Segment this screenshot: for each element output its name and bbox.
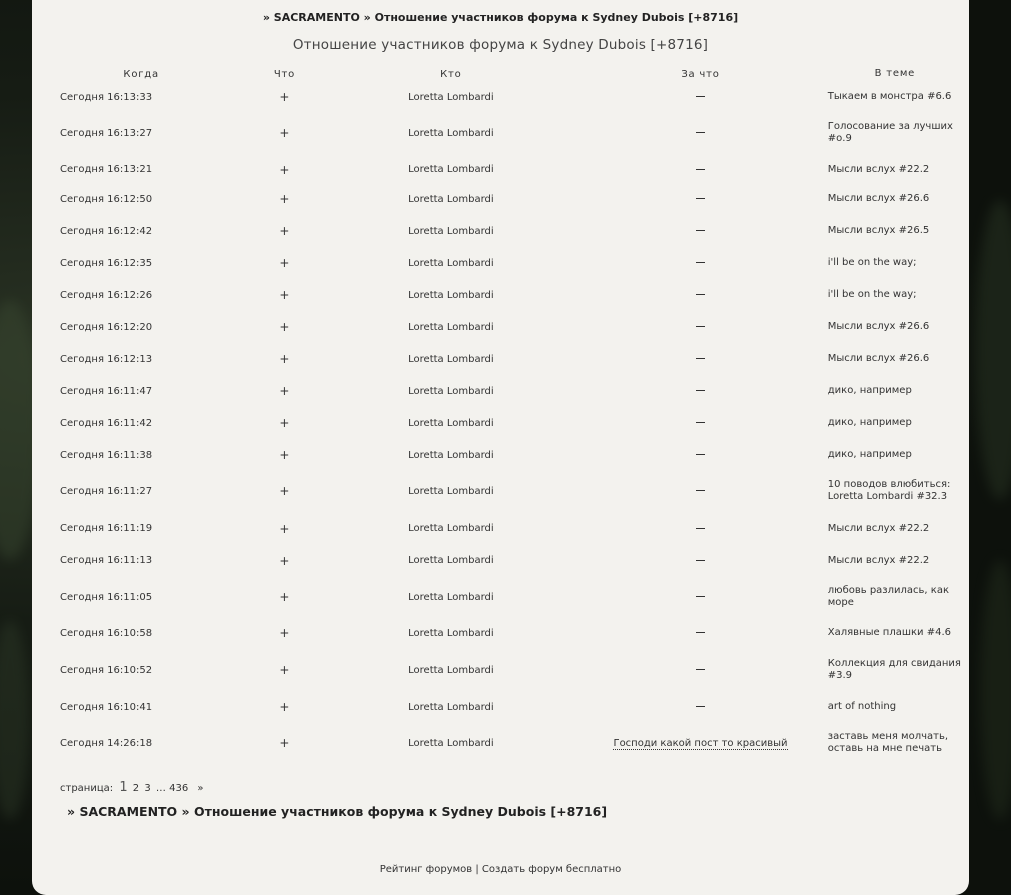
table-row (42, 575, 962, 619)
table-row (42, 156, 962, 183)
cell-who (329, 439, 574, 471)
cell-who (329, 311, 574, 343)
no-reason-dash-icon (696, 294, 705, 295)
no-reason-dash-icon (696, 262, 705, 263)
user-link[interactable]: Loretta Lombardi (408, 353, 494, 365)
header-when: Когда (123, 68, 159, 80)
topic-link[interactable]: дико, например (827, 449, 912, 460)
table-row (42, 247, 962, 279)
user-link[interactable]: Loretta Lombardi (408, 417, 494, 429)
table-row (42, 407, 962, 439)
cell-why (573, 619, 828, 647)
user-link[interactable]: Loretta Lombardi (408, 91, 494, 103)
cell-when: Сегодня 16:11:13 (60, 555, 153, 566)
user-link[interactable]: Loretta Lombardi (408, 385, 494, 397)
topic-link[interactable]: дико, например (827, 385, 912, 396)
cell-topic (828, 156, 962, 183)
cell-topic (828, 215, 962, 247)
cell-who (329, 471, 574, 511)
cell-what: + (279, 224, 290, 238)
cell-who (329, 721, 574, 765)
cell-topic (828, 183, 962, 215)
breadcrumb-separator: » (181, 804, 190, 819)
cell-who (329, 619, 574, 647)
cell-what: + (279, 90, 290, 104)
cell-what: + (279, 384, 290, 398)
cell-topic (828, 546, 962, 575)
cell-topic (828, 279, 962, 311)
cell-when: Сегодня 14:26:18 (60, 737, 153, 749)
cell-when: Сегодня 16:13:27 (60, 127, 153, 139)
user-link[interactable]: Loretta Lombardi (408, 627, 494, 639)
cell-what: + (279, 448, 290, 462)
pagination-last-page-link[interactable]: 436 (169, 783, 189, 794)
cell-why (573, 721, 828, 765)
table-row (42, 619, 962, 647)
cell-why (573, 693, 828, 721)
topic-link[interactable]: Мысли вслух #22.2 (827, 522, 930, 534)
cell-why (573, 343, 828, 375)
cell-what: + (279, 626, 290, 640)
cell-when: Сегодня 16:11:27 (60, 485, 153, 497)
topic-link[interactable]: заставь меня молчать, оставь на мне печать (827, 731, 949, 754)
cell-why (573, 546, 828, 575)
cell-what: + (279, 320, 290, 334)
cell-why (573, 575, 828, 619)
cell-topic (828, 721, 962, 765)
table-row (42, 439, 962, 471)
cell-what: + (279, 484, 290, 498)
cell-topic (828, 375, 962, 407)
cell-topic (828, 619, 962, 647)
cell-why (573, 215, 828, 247)
cell-who (329, 647, 574, 693)
no-reason-dash-icon (696, 132, 705, 133)
cell-when: Сегодня 16:11:47 (60, 385, 153, 397)
cell-when: Сегодня 16:11:38 (60, 449, 153, 461)
no-reason-dash-icon (696, 230, 705, 231)
cell-when: Сегодня 16:12:20 (60, 321, 153, 333)
cell-topic (828, 247, 962, 279)
topic-link[interactable]: Мысли вслух #26.6 (827, 321, 930, 332)
cell-topic (828, 511, 962, 546)
topic-link[interactable]: art of nothing (827, 701, 897, 712)
table-row (42, 311, 962, 343)
table-row (42, 511, 962, 546)
cell-when: Сегодня 16:12:13 (60, 353, 153, 365)
no-reason-dash-icon (696, 706, 705, 707)
cell-why (573, 407, 828, 439)
cell-why (573, 156, 828, 183)
cell-what: + (279, 700, 290, 714)
background-foliage (980, 560, 1011, 820)
no-reason-dash-icon (696, 632, 705, 633)
no-reason-dash-icon (696, 169, 705, 170)
cell-who (329, 183, 574, 215)
topic-link[interactable]: 10 поводов влюбиться: Loretta Lombardi #32.3 (827, 479, 951, 502)
user-link[interactable]: Loretta Lombardi (408, 225, 494, 237)
user-link[interactable]: Loretta Lombardi (408, 289, 494, 301)
no-reason-dash-icon (696, 454, 705, 455)
topic-link[interactable]: Мысли вслух #26.6 (827, 193, 930, 204)
user-link[interactable]: Loretta Lombardi (408, 555, 494, 566)
cell-who (329, 279, 574, 311)
cell-why (573, 647, 828, 693)
cell-who (329, 84, 574, 110)
header-what: Что (273, 68, 296, 80)
user-link[interactable]: Loretta Lombardi (408, 164, 494, 175)
cell-who (329, 693, 574, 721)
no-reason-dash-icon (696, 560, 705, 561)
pagination-current-page: 1 (119, 780, 128, 795)
table-row (42, 693, 962, 721)
no-reason-dash-icon (696, 326, 705, 327)
user-link[interactable]: Loretta Lombardi (408, 664, 494, 676)
cell-who (329, 215, 574, 247)
cell-when: Сегодня 16:12:50 (60, 193, 153, 205)
no-reason-dash-icon (696, 490, 705, 491)
forum-rating-link[interactable]: Рейтинг форумов (379, 864, 473, 875)
user-link[interactable]: Loretta Lombardi (408, 701, 494, 713)
table-row (42, 110, 962, 156)
user-link[interactable]: Loretta Lombardi (408, 257, 494, 269)
cell-what: + (279, 288, 290, 302)
cell-why (573, 439, 828, 471)
cell-when: Сегодня 16:13:33 (60, 91, 153, 103)
cell-when: Сегодня 16:12:26 (60, 289, 153, 301)
no-reason-dash-icon (696, 358, 705, 359)
cell-when: Сегодня 16:10:58 (60, 627, 153, 639)
cell-why (573, 183, 828, 215)
cell-why (573, 84, 828, 110)
cell-what: + (279, 590, 290, 604)
table-header-row (42, 64, 962, 84)
cell-why (573, 311, 828, 343)
page-title: Отношение участников форума к Sydney Dubois [+8716] (292, 37, 709, 53)
cell-who (329, 575, 574, 619)
cell-who (329, 156, 574, 183)
no-reason-dash-icon (696, 596, 705, 597)
topic-link[interactable]: Мысли вслух #22.2 (827, 554, 930, 566)
cell-topic (828, 407, 962, 439)
pagination-page-link[interactable]: 3 (144, 783, 151, 794)
header-who: Кто (440, 68, 462, 80)
breadcrumb-separator: » (262, 11, 270, 24)
cell-what: + (279, 736, 290, 750)
no-reason-dash-icon (696, 669, 705, 670)
cell-why (573, 471, 828, 511)
pagination-page-link[interactable]: 2 (132, 783, 140, 794)
user-link[interactable]: Loretta Lombardi (408, 193, 494, 205)
table-row (42, 84, 962, 110)
cell-when: Сегодня 16:11:05 (60, 591, 153, 603)
breadcrumb-separator: » (67, 804, 76, 819)
background-foliage (975, 200, 1011, 500)
topic-link[interactable]: Коллекция для свидания #3.9 (827, 658, 961, 681)
background-foliage (0, 620, 30, 820)
topic-link[interactable]: любовь разлилась, как море (827, 585, 949, 608)
cell-why (573, 375, 828, 407)
reason-link[interactable]: Господи какой пост то красивый (613, 737, 788, 749)
cell-what: + (279, 521, 290, 536)
cell-who (329, 343, 574, 375)
topic-link[interactable]: Халявные плашки #4.6 (827, 627, 952, 638)
no-reason-dash-icon (696, 198, 705, 199)
breadcrumb-separator: » (363, 11, 371, 24)
cell-topic (828, 84, 962, 110)
table-row (42, 375, 962, 407)
breadcrumb-bottom (67, 804, 607, 819)
cell-when: Сегодня 16:12:42 (60, 225, 153, 237)
user-link[interactable]: Loretta Lombardi (408, 127, 494, 139)
breadcrumb-forum-link[interactable]: SACRAMENTO (79, 804, 178, 819)
cell-what: + (279, 553, 290, 568)
cell-when: Сегодня 16:11:19 (60, 523, 153, 534)
cell-when: Сегодня 16:13:21 (60, 164, 153, 175)
cell-why (573, 511, 828, 546)
table-row (42, 279, 962, 311)
topic-link[interactable]: Голосование за лучших #о.9 (827, 121, 953, 144)
table-row (42, 546, 962, 575)
topic-link[interactable]: Мысли вслух #26.6 (827, 353, 930, 364)
table-row (42, 647, 962, 693)
cell-why (573, 279, 828, 311)
cell-topic (828, 693, 962, 721)
no-reason-dash-icon (696, 390, 705, 391)
breadcrumb-top (32, 11, 969, 24)
cell-topic (828, 311, 962, 343)
footer-separator: | (475, 864, 479, 875)
main-panel (32, 0, 969, 895)
cell-who (329, 407, 574, 439)
create-forum-link[interactable]: Создать форум бесплатно (481, 864, 622, 875)
no-reason-dash-icon (696, 96, 705, 97)
topic-link[interactable]: дико, например (827, 417, 912, 428)
cell-what: + (279, 256, 290, 270)
table-row (42, 721, 962, 765)
cell-what: + (279, 192, 290, 206)
header-why: За что (681, 68, 720, 80)
no-reason-dash-icon (696, 528, 705, 529)
pagination-ellipsis: … (155, 783, 166, 794)
table-row (42, 215, 962, 247)
pagination-next-link[interactable]: » (197, 783, 204, 794)
user-link[interactable]: Loretta Lombardi (408, 737, 494, 749)
cell-when: Сегодня 16:12:35 (60, 257, 153, 269)
breadcrumb-current: Отношение участников форума к Sydney Dubois [+8716] (193, 804, 608, 819)
footer (32, 864, 969, 875)
cell-topic (828, 439, 962, 471)
cell-when: Сегодня 16:11:42 (60, 417, 153, 429)
table-row (42, 183, 962, 215)
pagination-label: страница: (60, 783, 114, 794)
breadcrumb-forum-link[interactable]: SACRAMENTO (273, 11, 360, 24)
topic-link[interactable]: Мысли вслух #22.2 (827, 163, 930, 175)
pagination (60, 780, 206, 795)
cell-what: + (279, 416, 290, 430)
user-link[interactable]: Loretta Lombardi (408, 321, 494, 333)
no-reason-dash-icon (696, 422, 705, 423)
breadcrumb-current: Отношение участников форума к Sydney Dubois [+8716] (374, 11, 739, 24)
cell-what: + (279, 663, 290, 677)
cell-who (329, 546, 574, 575)
cell-what: + (279, 352, 290, 366)
table-row (42, 471, 962, 511)
cell-topic (828, 471, 962, 511)
user-link[interactable]: Loretta Lombardi (408, 591, 494, 603)
user-link[interactable]: Loretta Lombardi (408, 523, 494, 534)
cell-what: + (279, 162, 290, 177)
cell-topic (828, 575, 962, 619)
cell-why (573, 110, 828, 156)
cell-who (329, 375, 574, 407)
topic-link[interactable]: Мысли вслух #26.5 (827, 225, 930, 236)
topic-link[interactable]: i'll be on the way; (827, 289, 917, 300)
header-topic: В теме (874, 68, 916, 79)
cell-topic (828, 110, 962, 156)
cell-topic (828, 343, 962, 375)
user-link[interactable]: Loretta Lombardi (408, 485, 494, 497)
topic-link[interactable]: Тыкаем в монстра #6.6 (827, 91, 952, 102)
table-row (42, 343, 962, 375)
cell-what: + (279, 126, 290, 140)
cell-when: Сегодня 16:10:52 (60, 664, 153, 676)
cell-when: Сегодня 16:10:41 (60, 701, 153, 713)
cell-who (329, 247, 574, 279)
cell-who (329, 511, 574, 546)
reputation-table (42, 64, 962, 765)
topic-link[interactable]: i'll be on the way; (827, 257, 917, 268)
cell-why (573, 247, 828, 279)
user-link[interactable]: Loretta Lombardi (408, 449, 494, 461)
cell-who (329, 110, 574, 156)
cell-topic (828, 647, 962, 693)
